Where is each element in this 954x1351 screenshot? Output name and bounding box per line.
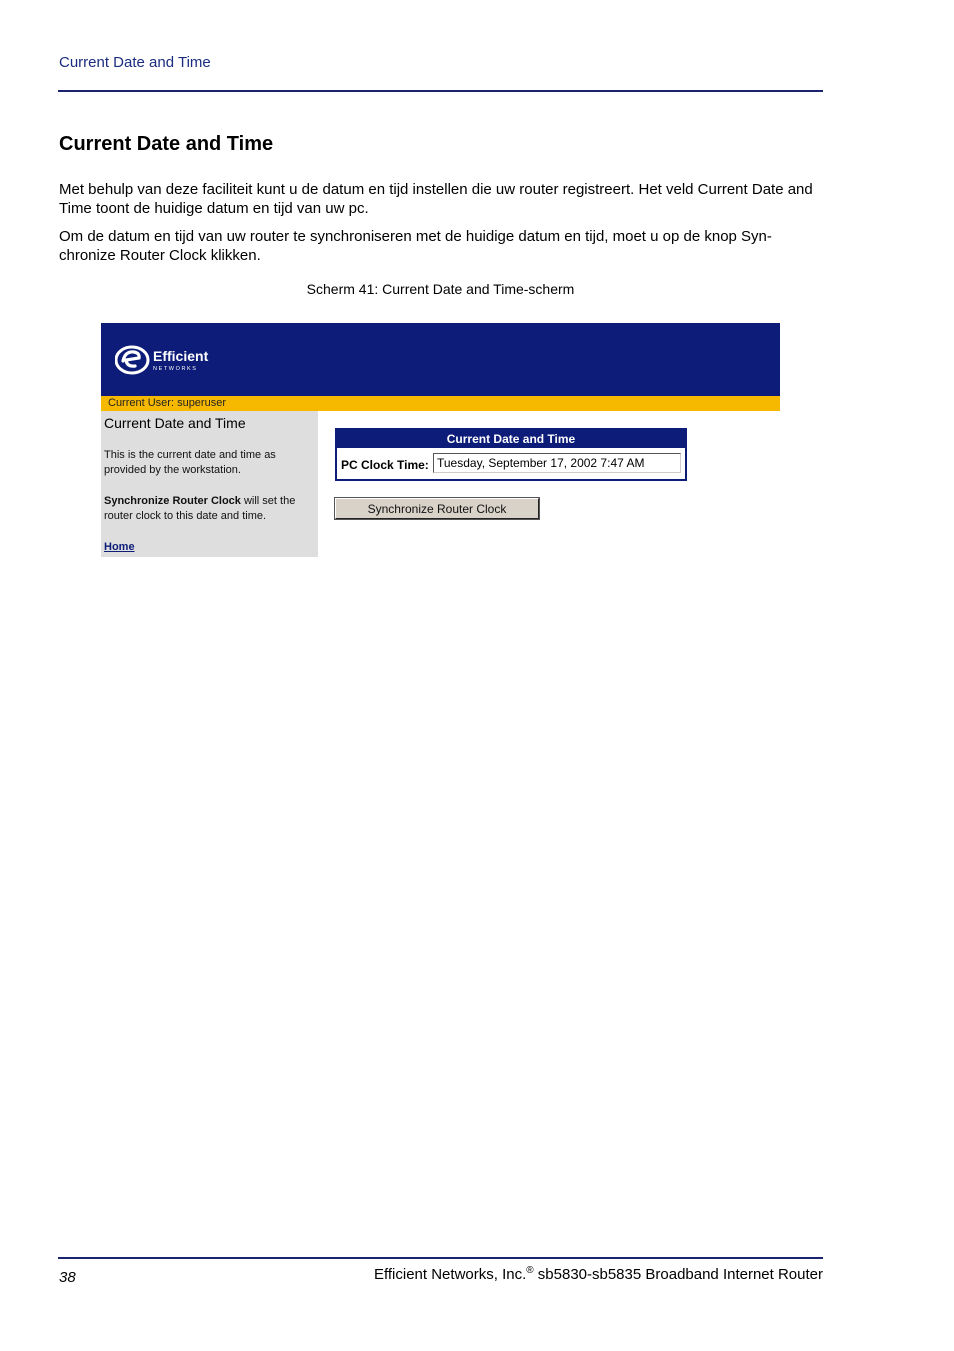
current-user-bar xyxy=(101,396,780,411)
logo-wordmark: Efficient xyxy=(153,348,209,364)
clock-panel-heading: Current Date and Time xyxy=(337,430,685,448)
home-link[interactable]: Home xyxy=(104,541,135,553)
sidebar-sync-help xyxy=(104,494,316,524)
router-header-banner xyxy=(101,323,780,396)
router-screenshot xyxy=(101,323,780,557)
sidebar-sync-explanation: will set the router clock to this date and time. xyxy=(104,495,296,522)
page-number: 38 xyxy=(59,1269,76,1286)
running-header: Current Date and Time xyxy=(59,54,211,71)
logo-subtext: NETWORKS xyxy=(153,366,198,372)
section-title: Current Date and Time xyxy=(59,133,274,155)
sidebar xyxy=(101,411,318,557)
current-user-label: Current User: superuser xyxy=(108,397,226,409)
header-rule xyxy=(58,90,823,92)
footer-rule xyxy=(58,1257,823,1259)
figure-caption: Scherm 41: Current Date and Time-scherm xyxy=(306,281,575,297)
footer-product: sb5830-sb5835 Broadband Internet Router xyxy=(533,1266,823,1283)
efficient-networks-logo xyxy=(115,343,225,377)
footer-company: Efficient Networks, Inc. xyxy=(373,1266,527,1283)
pc-clock-time-field[interactable] xyxy=(433,453,681,473)
clock-panel xyxy=(335,428,687,481)
sidebar-sync-term: Synchronize Router Clock xyxy=(104,495,241,507)
sidebar-description: This is the current date and time as provided by the workstation. xyxy=(104,449,276,476)
sidebar-title: Current Date and Time xyxy=(104,415,246,431)
intro-paragraph: Met behulp van deze faciliteit kunt u de datum en tijd instellen die uw router registreert. Het veld Current Date and Time toont de huidige datum en tijd van uw pc. xyxy=(59,181,813,217)
synchronize-router-clock-button[interactable]: Synchronize Router Clock xyxy=(335,498,539,519)
registered-mark: ® xyxy=(526,1265,534,1276)
footer-product-line xyxy=(374,1265,823,1283)
pc-clock-label: PC Clock Time: xyxy=(341,458,429,472)
instruction-paragraph: Om de datum en tijd van uw router te synchroniseren met de huidige datum en tijd, moet u op de knop Syn-chronize Router Clock klikken. xyxy=(59,228,772,264)
